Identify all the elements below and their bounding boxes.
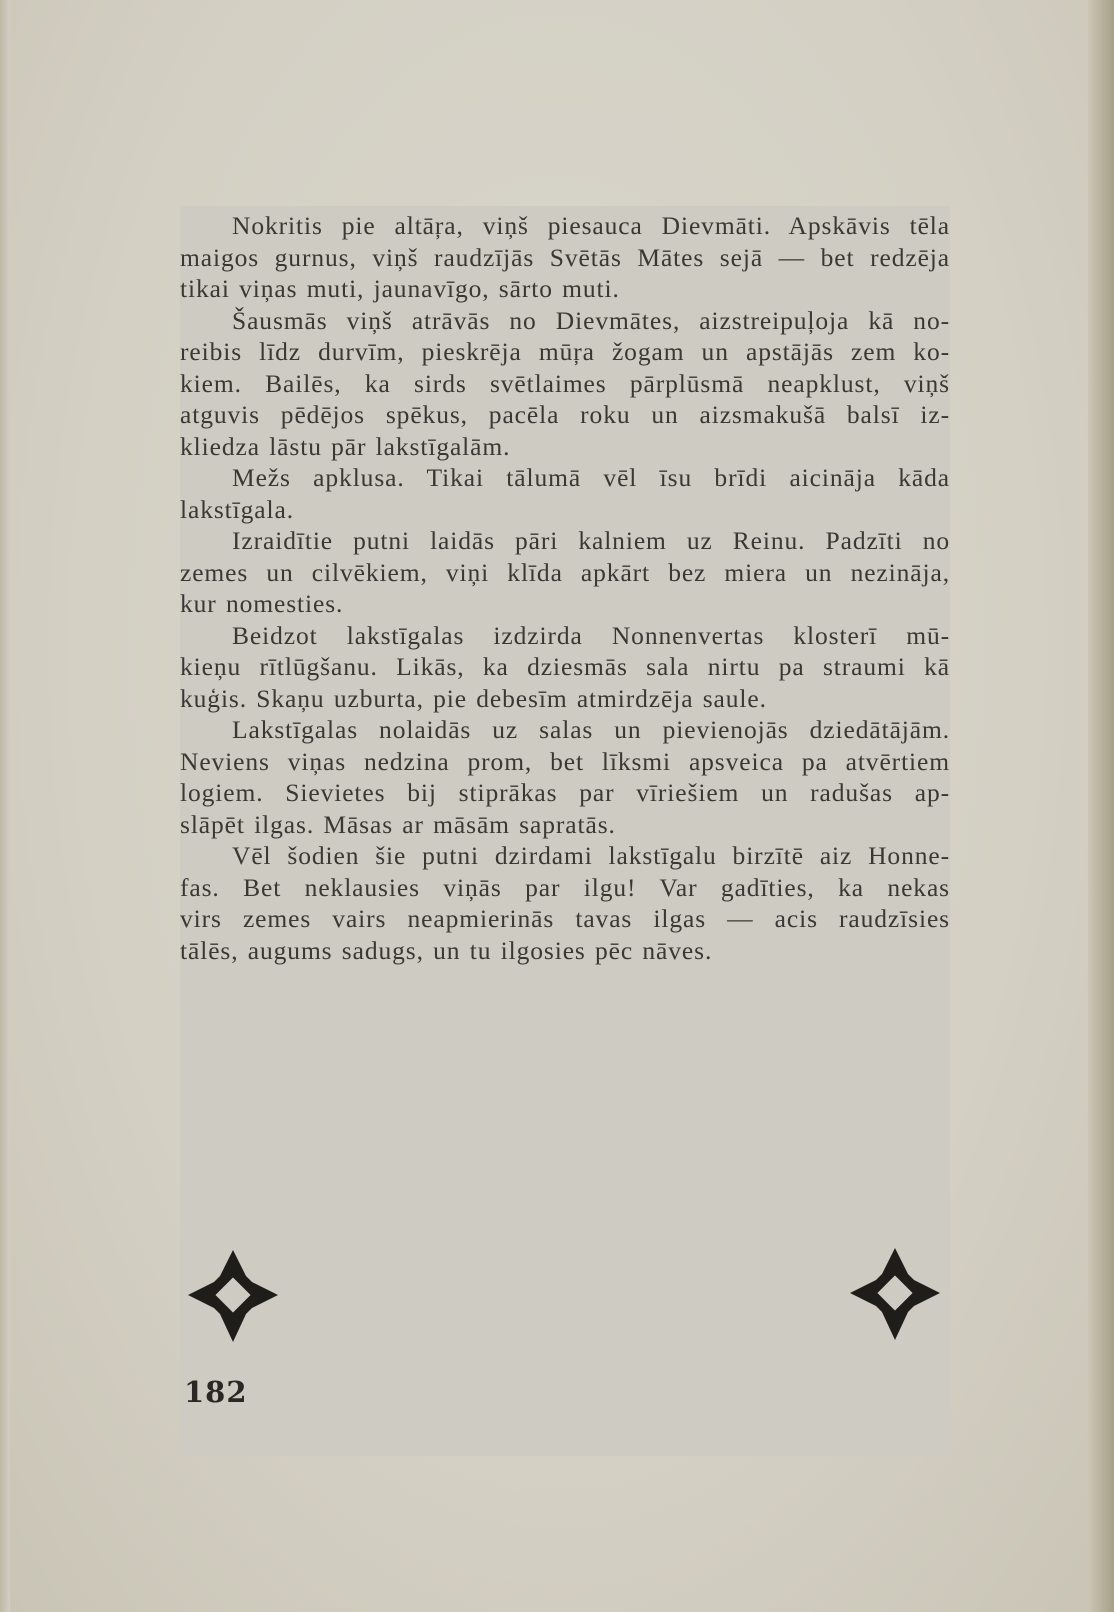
text-line: Vēl šodien šie putni dzirdami lakstīgalu birzītē aiz Honne- (232, 841, 950, 870)
text-line: Nokritis pie altāŗa, viņš piesauca Dievmāti. Apskāvis tēla (232, 211, 950, 240)
text-line: fas. Bet neklausies viņās par ilgu! Var gadīties, ka nekas (180, 872, 950, 902)
paragraph-2 (180, 305, 950, 463)
text-line: Šausmās viņš atrāvās no Dievmātes, aizstreipuļoja kā no- (232, 305, 950, 335)
paragraph-5 (180, 620, 950, 715)
text-line: kur nomesties. (180, 589, 344, 618)
paragraph-6 (180, 714, 950, 840)
body-text (180, 210, 950, 966)
text-line: logiem. Sievietes bij stiprākas par vīriešiem un radušas ap- (180, 778, 950, 807)
text-line: Mežs apklusa. Tikai tālumā vēl īsu brīdi aicināja kāda (232, 463, 950, 492)
diamond-arrows-ornament-icon (188, 1250, 278, 1342)
paragraph-4 (180, 525, 950, 620)
text-line: reibis līdz durvīm, pieskrēja mūŗa žogam un apstājās zem ko- (180, 337, 950, 366)
text-line: virs zemes vairs neapmierinās tavas ilgas — acis raudzīsies (180, 904, 950, 933)
page-left-edge (0, 0, 10, 1612)
page-right-edge (1088, 0, 1114, 1612)
text-line: kieņu rītlūgšanu. Likās, ka dziesmās sala nirtu pa straumi kā (180, 652, 950, 681)
text-line: slāpēt ilgas. Māsas ar māsām sapratās. (180, 809, 616, 839)
page-number: 182 (184, 1375, 248, 1409)
text-line: Neviens viņas nedzina prom, bet līksmi apsveica pa atvērtiem (180, 746, 950, 776)
diamond-arrows-ornament-icon (850, 1248, 940, 1340)
text-line: tikai viņas muti, jaunavīgo, sārto muti. (180, 274, 620, 303)
paragraph-1 (180, 210, 950, 305)
paragraph-3 (180, 462, 950, 525)
text-line: tālēs, augums sadugs, un tu ilgosies pēc nāves. (180, 935, 713, 965)
text-line: zemes un cilvēkiem, viņi klīda apkārt bez miera un nezināja, (180, 557, 950, 587)
paragraph-7 (180, 840, 950, 966)
text-line: Beidzot lakstīgalas izdzirda Nonnenvertas klosterī mū- (232, 620, 950, 650)
text-line: kuģis. Skaņu uzburta, pie debesīm atmirdzēja saule. (180, 683, 767, 713)
text-line: maigos gurnus, viņš raudzījās Svētās Mātes sejā — bet redzēja (180, 242, 950, 272)
text-line: Izraidītie putni laidās pāri kalniem uz Reinu. Padzīti no (232, 526, 950, 555)
text-line: kliedza lāstu pār lakstīgalām. (180, 431, 511, 461)
text-line: kiem. Bailēs, ka sirds svētlaimes pārplūsmā neapklust, viņš (180, 368, 950, 398)
text-line: lakstīgala. (180, 494, 294, 524)
text-line: Lakstīgalas nolaidās uz salas un pievienojās dziedātājām. (232, 715, 950, 744)
text-line: atguvis pēdējos spēkus, pacēla roku un aizsmakušā balsī iz- (180, 400, 950, 429)
